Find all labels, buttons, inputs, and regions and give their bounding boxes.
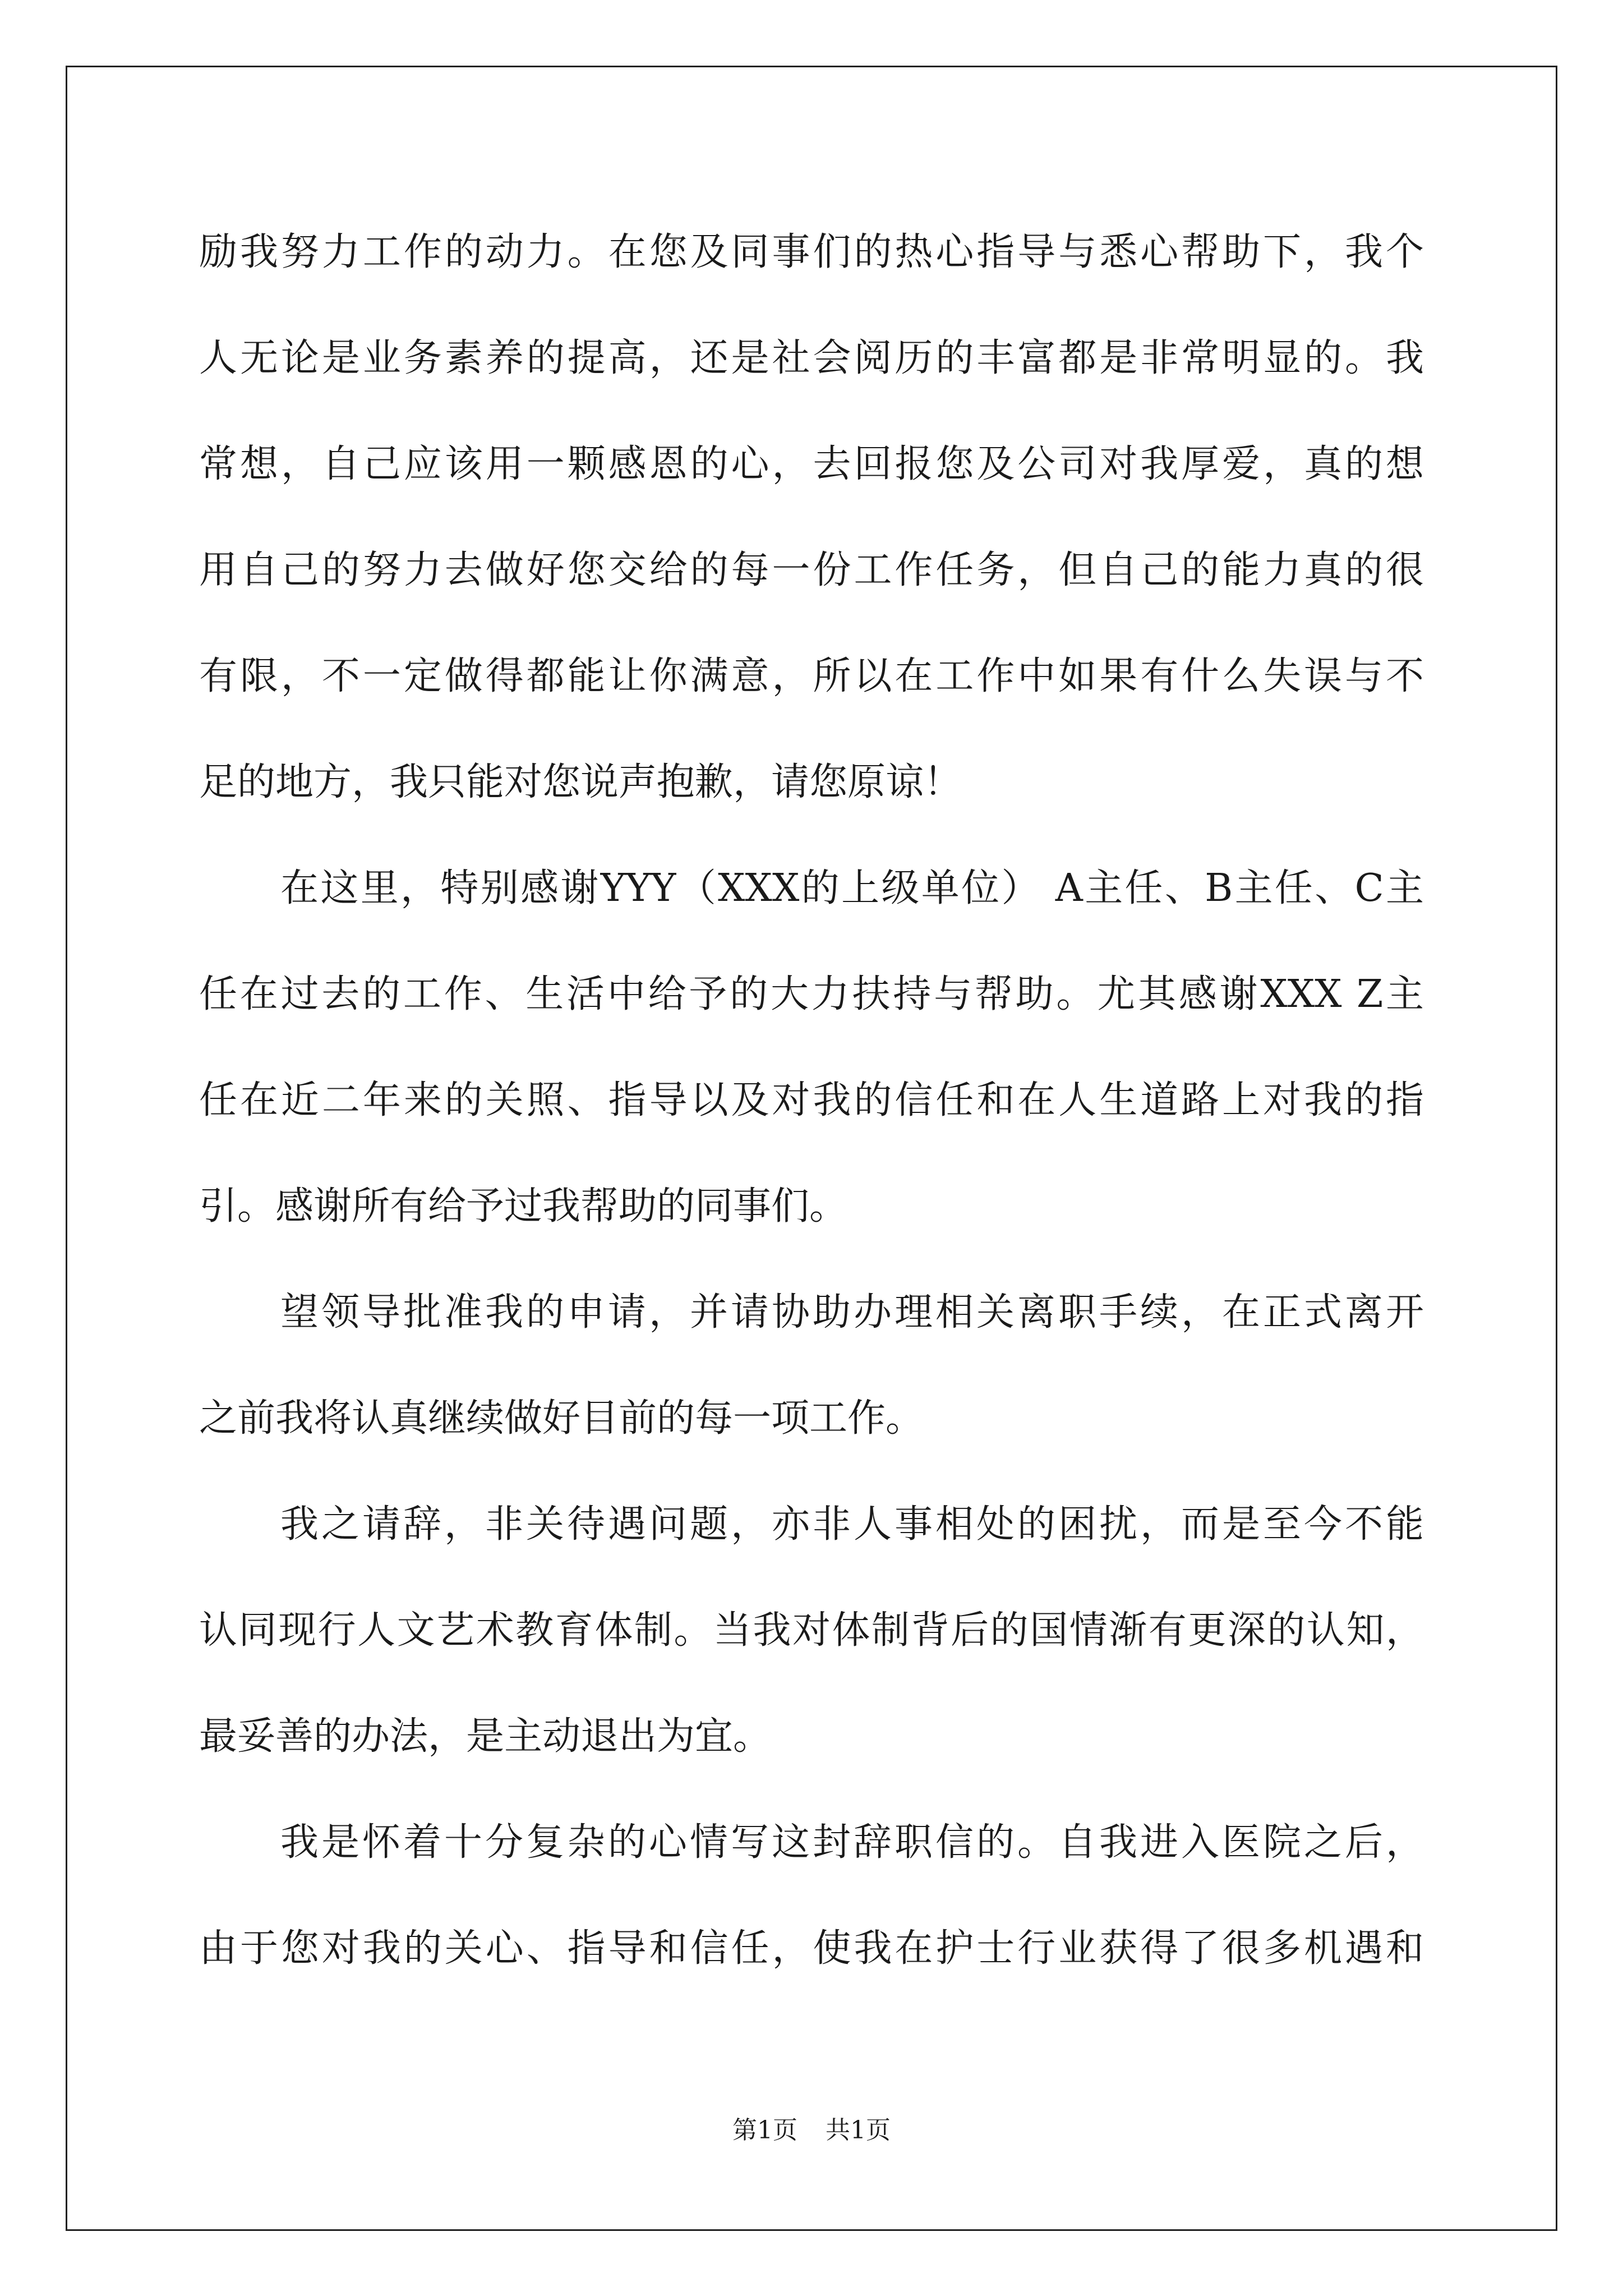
text-line: 我是怀着十分复杂的心情写这封辞职信的。自我进入医院之后， [280, 1820, 1424, 1865]
document-body [199, 199, 1424, 2001]
text-line: 有限，不一定做得都能让你满意，所以在工作中如果有什么失误与不 [199, 654, 1424, 698]
text-line: 足的地方，我只能对您说声抱歉，请您原谅！ [199, 760, 962, 804]
text-line: 望领导批准我的申请，并请协助办理相关离职手续，在正式离开 [280, 1290, 1424, 1335]
text-line: 任在过去的工作、生活中给予的大力扶持与帮助。尤其感谢XXX Z主 [199, 972, 1424, 1016]
text-line: 认同现行人文艺术教育体制。当我对体制背后的国情渐有更深的认知， [199, 1608, 1424, 1653]
page-number-total: 共1页 [826, 2116, 891, 2145]
text-line: 任在近二年来的关照、指导以及对我的信任和在人生道路上对我的指 [199, 1078, 1424, 1122]
text-line: 在这里，特别感谢YYY（XXX的上级单位） A主任、B主任、C主 [280, 866, 1424, 910]
text-line: 励我努力工作的动力。在您及同事们的热心指导与悉心帮助下，我个 [199, 230, 1424, 274]
text-line: 常想，自己应该用一颗感恩的心，去回报您及公司对我厚爱，真的想 [199, 442, 1424, 486]
text-line: 由于您对我的关心、指导和信任，使我在护士行业获得了很多机遇和 [199, 1926, 1424, 1971]
text-line: 最妥善的办法，是主动退出为宜。 [199, 1714, 772, 1759]
text-line: 我之请辞，非关待遇问题，亦非人事相处的困扰，而是至今不能 [280, 1502, 1424, 1547]
text-line: 引。感谢所有给予过我帮助的同事们。 [199, 1184, 848, 1228]
page-footer [0, 2114, 1623, 2147]
text-line: 人无论是业务素养的提高，还是社会阅历的丰富都是非常明显的。我 [199, 336, 1424, 380]
page-number-current: 第1页 [732, 2116, 797, 2145]
text-line: 之前我将认真继续做好目前的每一项工作。 [199, 1396, 924, 1441]
text-line: 用自己的努力去做好您交给的每一份工作任务，但自己的能力真的很 [199, 548, 1424, 592]
